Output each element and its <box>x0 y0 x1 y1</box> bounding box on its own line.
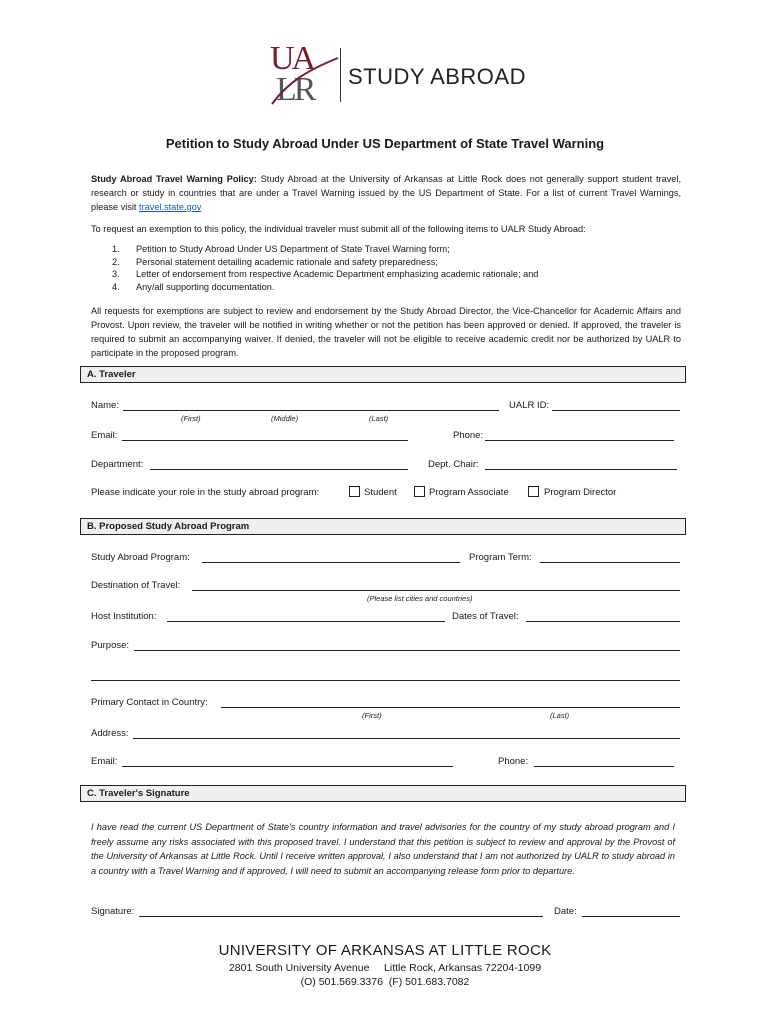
primary-contact-field[interactable] <box>221 707 680 708</box>
address-row <box>91 728 681 742</box>
program-row <box>91 552 681 566</box>
email-label: Email: <box>91 430 118 441</box>
date-label: Date: <box>554 906 577 917</box>
signature-row <box>91 906 681 920</box>
list-item: 2. Personal statement detailing academic rationale and safety preparedness; <box>112 256 438 267</box>
department-label: Department: <box>91 459 144 470</box>
contact-row <box>91 697 681 720</box>
purpose-row <box>91 640 681 654</box>
student-option-label: Student <box>364 487 397 498</box>
program-director-option-label: Program Director <box>544 487 617 498</box>
host-row <box>91 611 681 625</box>
section-b-header: B. Proposed Study Abroad Program <box>80 518 686 535</box>
ualr-study-abroad-logo <box>268 40 526 108</box>
student-checkbox[interactable] <box>349 486 360 497</box>
program-term-label: Program Term: <box>469 552 532 563</box>
destination-row <box>91 580 681 603</box>
destination-label: Destination of Travel: <box>91 580 181 591</box>
contact-email-label: Email: <box>91 756 118 767</box>
program-director-checkbox[interactable] <box>528 486 539 497</box>
phone-label: Phone: <box>453 430 484 441</box>
date-field[interactable] <box>582 916 680 917</box>
ualr-logo-mark <box>268 42 340 108</box>
ualr-id-field[interactable] <box>552 410 680 411</box>
policy-label: Study Abroad Travel Warning Policy: <box>91 174 257 184</box>
phone-field[interactable] <box>485 440 674 441</box>
section-c-header: C. Traveler's Signature <box>80 785 686 802</box>
contact-last-hint: (Last) <box>550 711 570 720</box>
review-paragraph: All requests for exemptions are subject to review and endorsement by the Study Abroad Director, the Vice-Chancellor for Academic Affairs and Provost. Upon review, the traveler will be notified in writing whether or not the petition has been approved or denied. If approved, the traveler is required to submit an accompanying waiver. If denied, the traveler will not be eligible to receive academic credit nor be authorized by UALR to participate in the proposed program. <box>91 306 681 358</box>
logo-mark-bottom: LR <box>276 71 314 108</box>
program-field[interactable] <box>202 562 460 563</box>
logo-swoosh-icon <box>268 52 340 108</box>
list-item: 4. Any/all supporting documentation. <box>112 281 275 292</box>
program-associate-option-label: Program Associate <box>429 487 509 498</box>
name-last-hint: (Last) <box>369 414 389 423</box>
section-a-header: A. Traveler <box>80 366 686 383</box>
name-row <box>91 400 681 423</box>
dates-of-travel-field[interactable] <box>526 621 680 622</box>
dept-chair-field[interactable] <box>485 469 677 470</box>
contact-phone-label: Phone: <box>498 756 529 767</box>
program-label: Study Abroad Program: <box>91 552 190 563</box>
logo-mark-top: UA <box>270 40 314 77</box>
name-first-hint: (First) <box>181 414 201 423</box>
name-middle-hint: (Middle) <box>271 414 299 423</box>
requirements-list <box>112 243 672 293</box>
footer-university: UNIVERSITY OF ARKANSAS AT LITTLE ROCK <box>218 942 552 959</box>
signature-statement: I have read the current US Department of State’s country information and travel advisories for the country of my study abroad program and I freely assume any risks associated with this proposed travel. I understand that this petition is subject to review and approval by the Provost of the University of Arkansas at Little Rock. Until I receive written approval, I also understand that I am not authorized by UALR to study abroad in a country with a Travel Warning and if approved, I will need to submit an accompanying release form prior to departure. <box>91 822 675 876</box>
logo-text: STUDY ABROAD <box>348 64 526 89</box>
role-label: Please indicate your role in the study abroad program: <box>91 487 320 498</box>
address-label: Address: <box>91 728 129 739</box>
purpose-row-2 <box>91 670 681 684</box>
list-item: 1. Petition to Study Abroad Under US Department of State Travel Warning form; <box>112 244 450 254</box>
logo-divider <box>340 48 341 102</box>
ualr-id-label: UALR ID: <box>509 400 550 411</box>
page-title: Petition to Study Abroad Under US Department of State Travel Warning <box>165 136 605 151</box>
email-field[interactable] <box>122 440 408 441</box>
purpose-label: Purpose: <box>91 640 130 651</box>
host-institution-label: Host Institution: <box>91 611 157 622</box>
program-associate-checkbox[interactable] <box>414 486 425 497</box>
purpose-field[interactable] <box>134 650 680 651</box>
dates-of-travel-label: Dates of Travel: <box>452 611 519 622</box>
contact-first-hint: (First) <box>362 711 382 720</box>
list-item: 3. Letter of endorsement from respective Academic Department emphasizing academic rationale; and <box>112 269 539 279</box>
dept-chair-label: Dept. Chair: <box>428 459 479 470</box>
email-phone-row <box>91 430 681 444</box>
name-label: Name: <box>91 400 119 411</box>
name-field[interactable] <box>123 410 499 411</box>
contact-email-field[interactable] <box>122 766 453 767</box>
signature-label: Signature: <box>91 906 135 917</box>
footer-contact: (O) 501.569.3376 (F) 501.683.7082 <box>300 976 470 988</box>
signature-field[interactable] <box>139 916 543 917</box>
contact-phone-field[interactable] <box>534 766 674 767</box>
destination-field[interactable] <box>192 590 680 591</box>
travel-state-link[interactable]: travel.state.gov <box>139 202 202 212</box>
program-term-field[interactable] <box>540 562 680 563</box>
address-field[interactable] <box>133 738 680 739</box>
destination-hint: (Please list cities and countries) <box>367 594 473 603</box>
policy-paragraph <box>91 172 681 214</box>
primary-contact-label: Primary Contact in Country: <box>91 697 208 708</box>
request-intro: To request an exemption to this policy, the individual traveler must submit all of the following items to UALR Study Abroad: <box>91 224 586 234</box>
contact-email-phone-row <box>91 756 681 770</box>
footer-address: 2801 South University Avenue Little Rock, Arkansas 72204-1099 <box>228 962 542 974</box>
department-row <box>91 459 681 473</box>
policy-text: Study Abroad at the University of Arkansas at Little Rock does not generally support student travel, research or study in countries that are under a Travel Warning issued by the US Department of State. For a list of current Travel Warnings, please visit <box>91 174 682 212</box>
role-row <box>91 487 681 501</box>
department-field[interactable] <box>150 469 408 470</box>
host-institution-field[interactable] <box>167 621 445 622</box>
purpose-field-continued[interactable] <box>91 680 680 681</box>
